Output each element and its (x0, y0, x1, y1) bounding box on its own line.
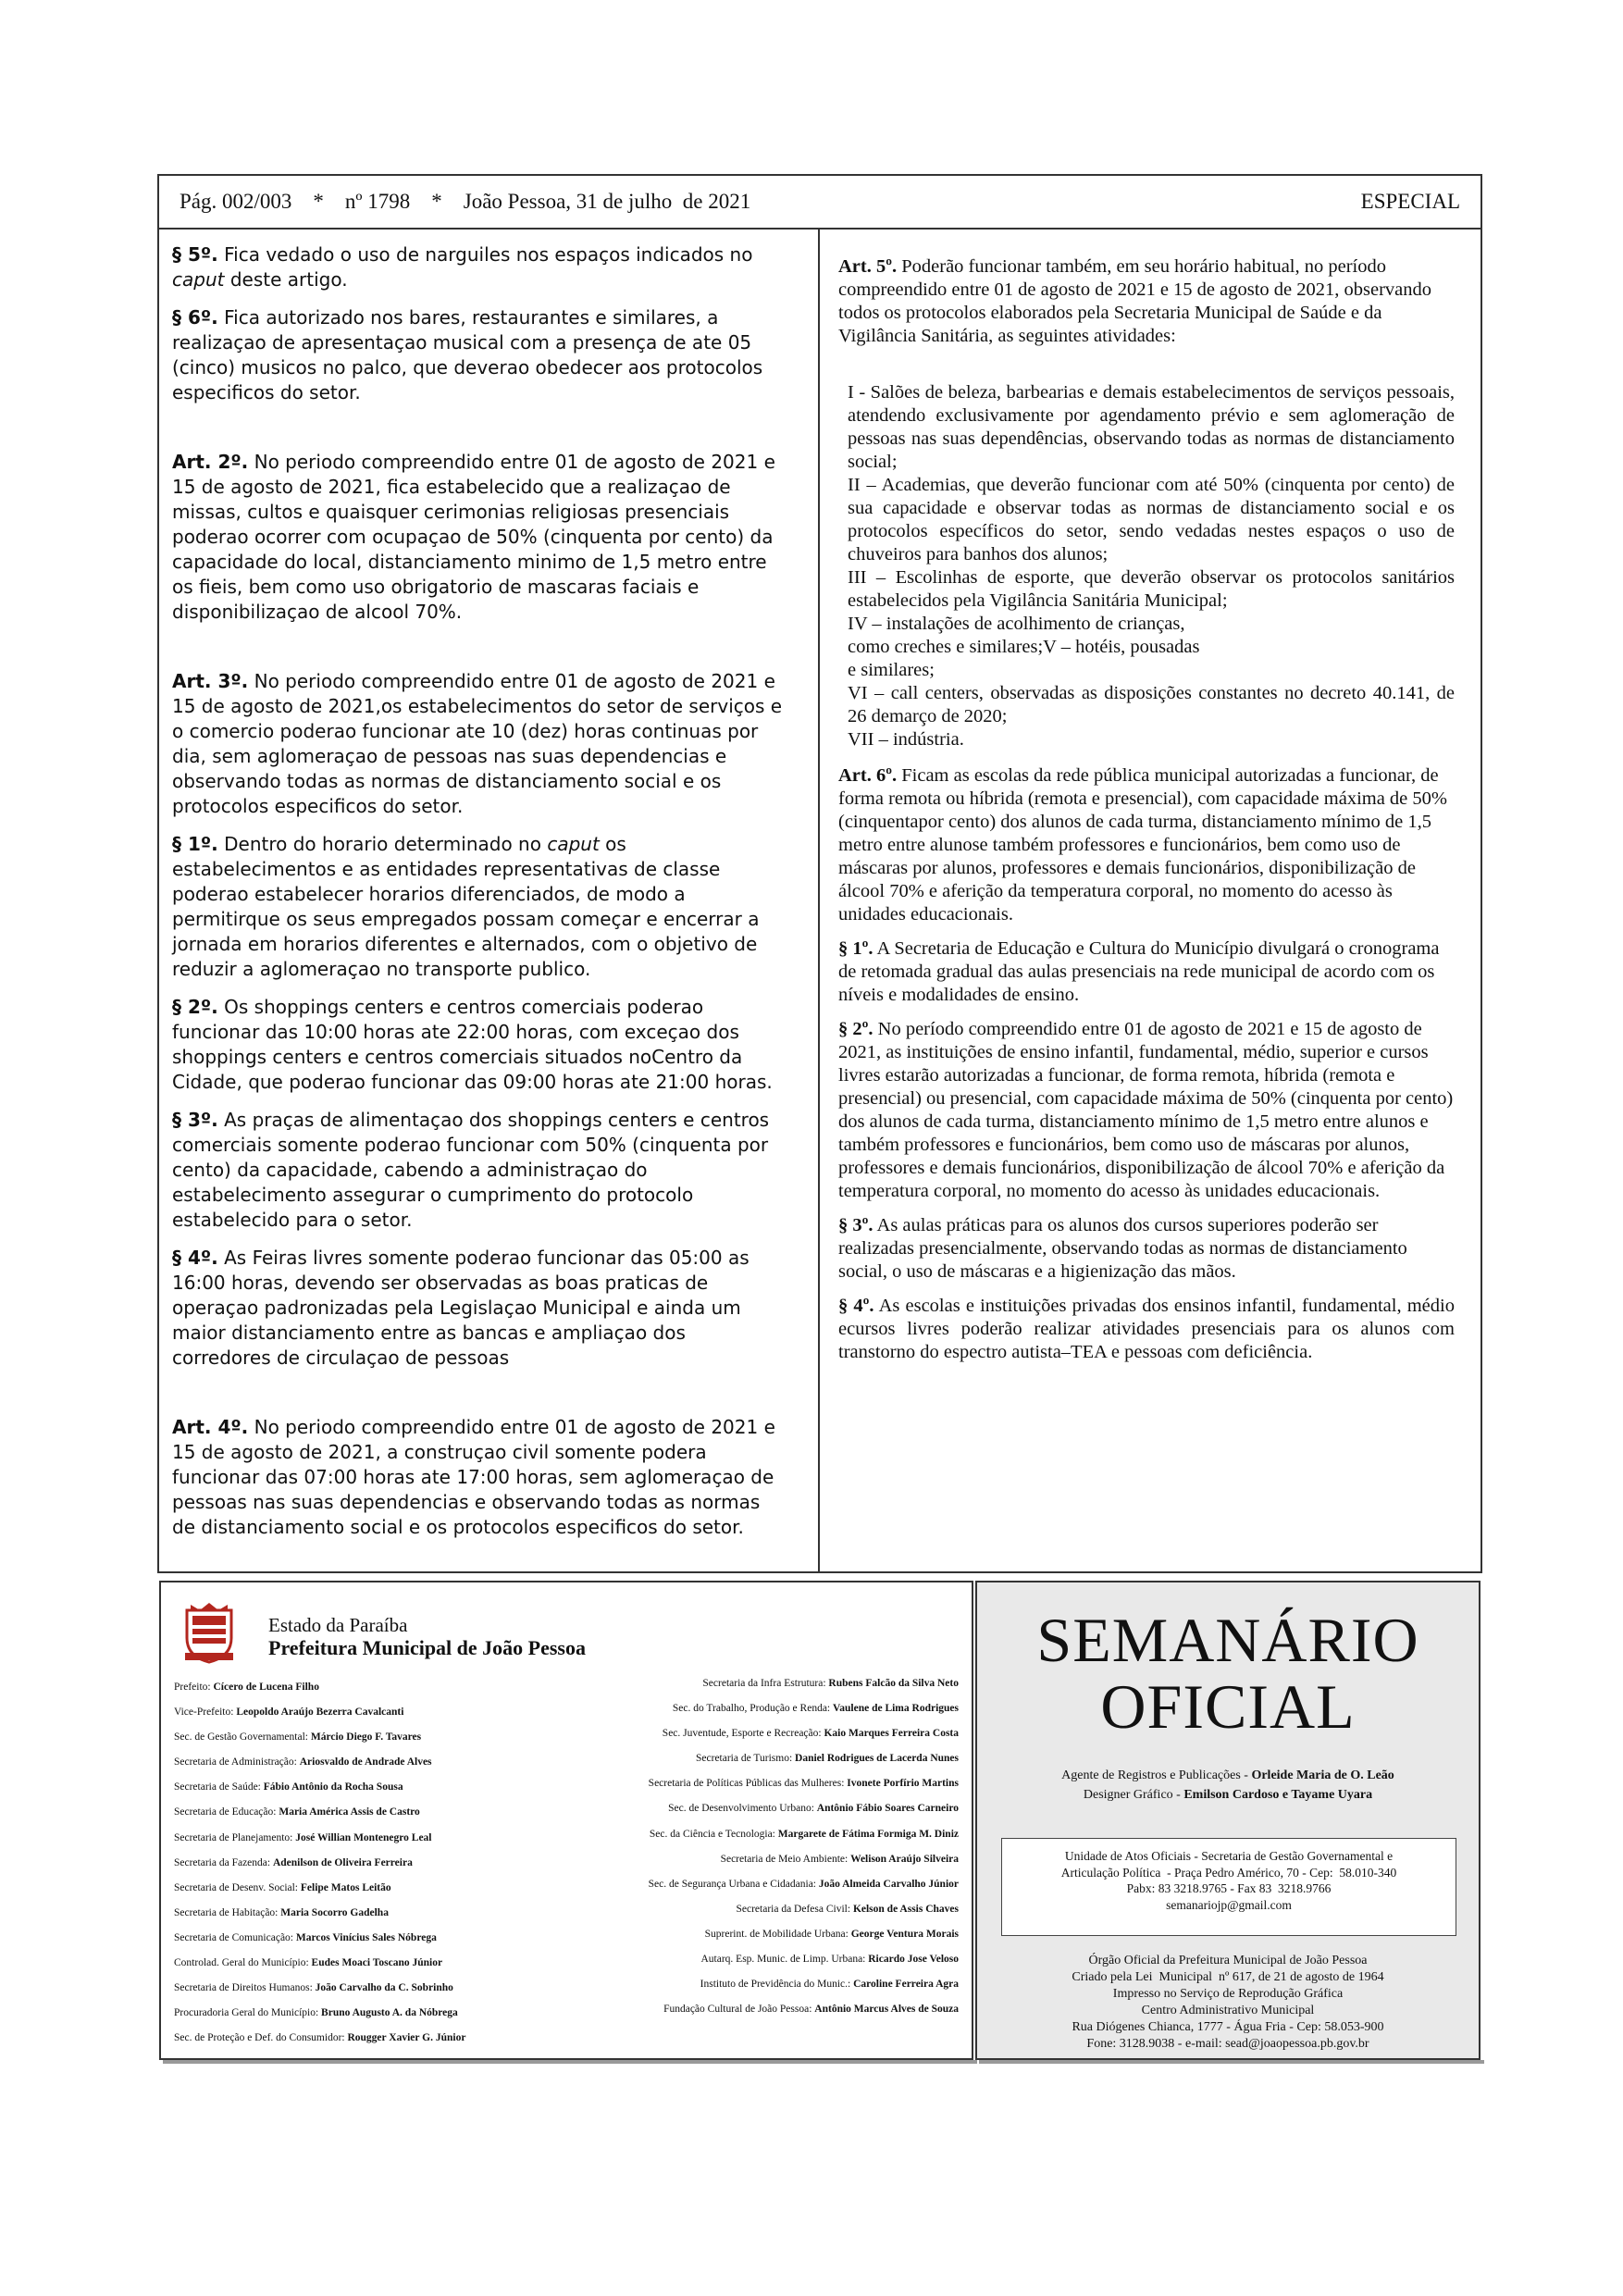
paragraph-5: § 5º. Fica vedado o uso de narguiles nos espaços indicados no caput deste artigo. (172, 243, 753, 291)
roster-right (551, 1671, 959, 2022)
activities-list (848, 381, 1455, 751)
contact-email: semanariojp@gmail.com (1166, 1897, 1292, 1912)
roster-entry: Secretaria de Administração: Ariosvaldo de Andrade Alves (174, 1756, 432, 1769)
roster-entry: Instituto de Previdência do Munic.: Caroline Ferreira Agra (700, 1979, 959, 1991)
unit-contact-box: Unidade de Atos Oficiais - Secretaria de Gestão Governamental e Articulação Política - Praça Pedro Américo, 70 - Cep: 58.010-340 Pabx: 83 3218.9765 - Fax 83 3218.9766 semanariojp@gmail.com (1001, 1838, 1456, 1936)
right-paragraph-3: § 3º. As aulas práticas para os alunos dos cursos superiores poderão ser realizadas presencialmente, observando todas as normas de distanciamento social, o uso de máscaras e a higienização das mãos. (838, 1215, 1407, 1282)
roster-entry: Sec. de Desenvolvimento Urbano: Antônio Fábio Soares Carneiro (668, 1803, 959, 1815)
roster-entry: Sec. do Trabalho, Produção e Renda: Vaulene de Lima Rodrigues (672, 1703, 959, 1715)
roster-entry: Secretaria de Educação: Maria América Assis de Castro (174, 1806, 420, 1818)
paragraph-3: § 3º. As praças de alimentaçao dos shoppings centers e centros comerciais somente poderao funcionar com 50% (cinquenta por cento) da capacidade, cabendo a administraçao do estabelecimento assegurar o cumprimento do protocolo estabelecido para o setor. (172, 1109, 770, 1231)
roster-entry: Secretaria de Saúde: Fábio Antônio da Rocha Sousa (174, 1781, 403, 1793)
roster-entry: Procuradoria Geral do Município: Bruno Augusto A. da Nóbrega (174, 2007, 458, 2019)
list-item: I - Salões de beleza, barbearias e demais estabelecimentos de serviços pessoais, atendendo exclusivamente por agendamento prévio e sem aglomeração de pessoas nas suas dependências, observando todas as normas de distanciamento social; (848, 382, 1455, 472)
staff-credits: Agente de Registros e Publicações - Orleide Maria de O. Leão Designer Gráfico - Emilson Cardoso e Tayame Uyara (1061, 1769, 1394, 1802)
roster-entry: Suprerint. de Mobilidade Urbana: George Ventura Morais (704, 1928, 959, 1940)
page-header (157, 174, 1482, 230)
list-item: como creches e similares;V – hotéis, pousadas (848, 637, 1200, 657)
column-divider (818, 230, 820, 1573)
list-item: VI – call centers, observadas as disposições constantes no decreto 40.141, de 26 demarço de 2020; (848, 683, 1455, 726)
list-item: e similares; (848, 660, 935, 680)
article-3: Art. 3º. No periodo compreendido entre 01 de agosto de 2021 e 15 de agosto de 2021,os estabelecimentos do setor de serviços e o comercio poderao funcionar ate 10 (dez) horas continuas por dia, sem aglomeraçao de pessoas nas suas dependencias e observando todas as normas de distanciamento social e os protocolos especificos do setor. (172, 670, 783, 817)
roster-entry: Vice-Prefeito: Leopoldo Araújo Bezerra Cavalcanti (174, 1706, 404, 1719)
roster-entry: Sec. de Gestão Governamental: Márcio Diego F. Tavares (174, 1731, 422, 1744)
roster-entry: Fundação Cultural de João Pessoa: Antônio Marcus Alves de Souza (663, 2004, 959, 2016)
roster-entry: Controlad. Geral do Município: Eudes Moaci Toscano Júnior (174, 1957, 443, 1969)
list-item: IV – instalações de acolhimento de crianças, (848, 614, 1185, 634)
masthead-shadow (979, 2060, 1484, 2064)
list-item: VII – indústria. (848, 729, 964, 750)
roster-entry: Secretaria da Fazenda: Adenilson de Oliveira Ferreira (174, 1856, 413, 1868)
header-page-info: Pág. 002/003 * nº 1798 * João Pessoa, 31 de julho de 2021 (180, 190, 751, 213)
roster-left (174, 1675, 581, 2051)
roster-entry: Secretaria da Infra Estrutura: Rubens Falcão da Silva Neto (702, 1678, 959, 1689)
paragraph-4: § 4º. As Feiras livres somente poderao funcionar das 05:00 as 16:00 horas, devendo ser observadas as boas praticas de operaçao padronizadas pela Legislaçao Municipal e ainda um maior distanciamento entre as bancas e ampliaçao dos corredores de circulaçao de pessoas (172, 1247, 750, 1369)
roster-entry: Secretaria de Políticas Públicas das Mulheres: Ivonete Porfírio Martins (648, 1778, 959, 1790)
roster-entry: Sec. de Segurança Urbana e Cidadania: João Almeida Carvalho Júnior (648, 1878, 959, 1890)
list-item: II – Academias, que deverão funcionar com até 50% (cinquenta por cento) de sua capacidade e observar todas as normas de distanciamento social e os protocolos específicos do setor, sendo vedadas nestes espaços o uso de chuveiros para banhos dos alunos; (848, 475, 1455, 565)
masthead-box (975, 1581, 1481, 2060)
roster-entry: Secretaria de Planejamento: José Willian Montenegro Leal (174, 1831, 432, 1843)
government-roster-box (159, 1581, 973, 2060)
masthead-title-line-1: SEMANÁRIO (1036, 1605, 1419, 1675)
roster-entry: Sec. de Proteção e Def. do Consumidor: Rougger Xavier G. Júnior (174, 2032, 466, 2044)
roster-entry: Secretaria de Comunicação: Marcos Vinícius Sales Nóbrega (174, 1931, 437, 1943)
roster-entry: Secretaria da Defesa Civil: Kelson de Assis Chaves (736, 1903, 959, 1915)
masthead-title-line-2: OFICIAL (1100, 1671, 1356, 1742)
roster-entry: Prefeito: Cícero de Lucena Filho (174, 1682, 319, 1693)
right-paragraph-4: § 4º. As escolas e instituições privadas dos ensinos infantil, fundamental, médio ecursos livres poderão realizar atividades presenciais para os alunos com transtorno do espectro autista–TEA e pessoas com deficiência. (838, 1296, 1455, 1362)
paragraph-1: § 1º. Dentro do horario determinado no caput os estabelecimentos e as entidades representativas de classe poderao estabelecer horarios diferenciados, de modo a permitirque os seus empregados possam começar e encerrar a jornada em horarios diferentes e alternados, com o objetivo de reduzir a aglomeraçao no transporte publico. (172, 833, 760, 980)
roster-entry: Secretaria de Turismo: Daniel Rodrigues de Lacerda Nunes (696, 1753, 959, 1765)
state-name: Estado da Paraíba (268, 1614, 408, 1636)
right-column (838, 242, 1455, 1375)
roster-entry: Secretaria de Meio Ambiente: Welison Araújo Silveira (720, 1853, 959, 1865)
right-paragraph-1: § 1º. A Secretaria de Educação e Cultura do Município divulgará o cronograma de retomada gradual das aulas presenciais na rede municipal de acordo com os níveis e modalidades de ensino. (838, 938, 1440, 1005)
roster-entry: Secretaria de Direitos Humanos: João Carvalho da C. Sobrinho (174, 1982, 453, 1994)
city-crest-icon (181, 1601, 237, 1664)
article-2: Art. 2º. No periodo compreendido entre 01 de agosto de 2021 e 15 de agosto de 2021, fica estabelecido que a realizaçao de missas, cultos e quaisquer cerimonias religiosas presenciais poderao ocorrer com ocupaçao de 50% (cinquenta por cento) da capacidade do local, distanciamento minimo de 1,5 metro entre os fieis, bem como uso obrigatorio de mascaras faciais e disponibilizaçao de alcool 70%. (172, 451, 775, 623)
article-5: Art. 5º. Poderão funcionar também, em seu horário habitual, no período compreendido entre 01 de agosto de 2021 e 15 de agosto de 2021, observando todos os protocolos elaborados pela Secretaria Municipal de Saúde e da Vigilância Sanitária, as seguintes atividades: (838, 256, 1432, 346)
roster-entry: Sec. Juventude, Esporte e Recreação: Kaio Marques Ferreira Costa (662, 1728, 959, 1740)
roster-entry: Sec. da Ciência e Tecnologia: Margarete de Fátima Formiga M. Diniz (649, 1828, 959, 1840)
article-6: Art. 6º. Ficam as escolas da rede pública municipal autorizadas a funcionar, de forma remota ou híbrida (remota e presencial), com capacidade máxima de 50% (cinquentapor cento) dos alunos de cada turma, distanciamento mínimo de 1,5 metro entre alunose também professores e funcionários, bem como uso de máscaras por alunos, professores e demais funcionários, disponibilização de álcool 70% e aferição da temperatura corporal, no momento do acesso às unidades educacionais. (838, 765, 1447, 925)
paragraph-2: § 2º. Os shoppings centers e centros comerciais poderao funcionar das 10:00 horas ate 22:00 horas, com exceçao dos shoppings centers e centros comerciais situados noCentro da Cidade, que poderao funcionar das 09:00 horas ate 21:00 horas. (172, 996, 773, 1093)
article-4: Art. 4º. No periodo compreendido entre 01 de agosto de 2021 e 15 de agosto de 2021, a construçao civil somente podera funcionar das 07:00 horas ate 17:00 horas, sem aglomeraçao de pessoas nas suas dependencias e observando todas as normas de distanciamento social e os protocolos especificos do setor. (172, 1416, 775, 1538)
header-section: ESPECIAL (1360, 190, 1460, 213)
footer-shadow (163, 2060, 977, 2064)
left-column (172, 242, 785, 1553)
prefeitura-name: Prefeitura Municipal de João Pessoa (268, 1636, 586, 1659)
roster-entry: Secretaria de Desenv. Social: Felipe Matos Leitão (174, 1881, 391, 1893)
list-item: III – Escolinhas de esporte, que deverão observar os protocolos sanitários estabelecidos pela Vigilância Sanitária Municipal; (848, 567, 1455, 611)
publication-info: Órgão Oficial da Prefeitura Municipal de João Pessoa Criado pela Lei Municipal nº 617, de 21 de agosto de 1964 Impresso no Serviço de Reprodução Gráfica Centro Administrativo Municipal Rua Diógenes Chianca, 1777 - Água Fria - Cep: 58.053-900 Fone: 3128.9038 - e-mail: sead@joaopessoa.pb.gov.br (1072, 1954, 1384, 2051)
right-paragraph-2: § 2º. No período compreendido entre 01 de agosto de 2021 e 15 de agosto de 2021, as instituições de ensino infantil, fundamental, médio, superior e cursos livres estarão autorizadas a funcionar, de forma remota, híbrida (remota e presencial) ou presencial, com capacidade máxima de 50% (cinquenta por cento) dos alunos de cada turma, distanciamento mínimo de 1,5 metro entre alunos e também professores e funcionários, bem como uso de máscaras por alunos, professores e demais funcionários, disponibilização de álcool 70% e aferição da temperatura corporal, no momento do acesso às unidades educacionais. (838, 1019, 1454, 1201)
roster-entry: Autarq. Esp. Munic. de Limp. Urbana: Ricardo Jose Veloso (700, 1954, 959, 1966)
roster-entry: Secretaria de Habitação: Maria Socorro Gadelha (174, 1906, 389, 1918)
paragraph-6: § 6º. Fica autorizado nos bares, restaurantes e similares, a realizaçao de apresentaçao musical com a presença de ate 05 (cinco) musicos no palco, que deverao obedecer aos protocolos especificos do setor. (172, 306, 763, 403)
